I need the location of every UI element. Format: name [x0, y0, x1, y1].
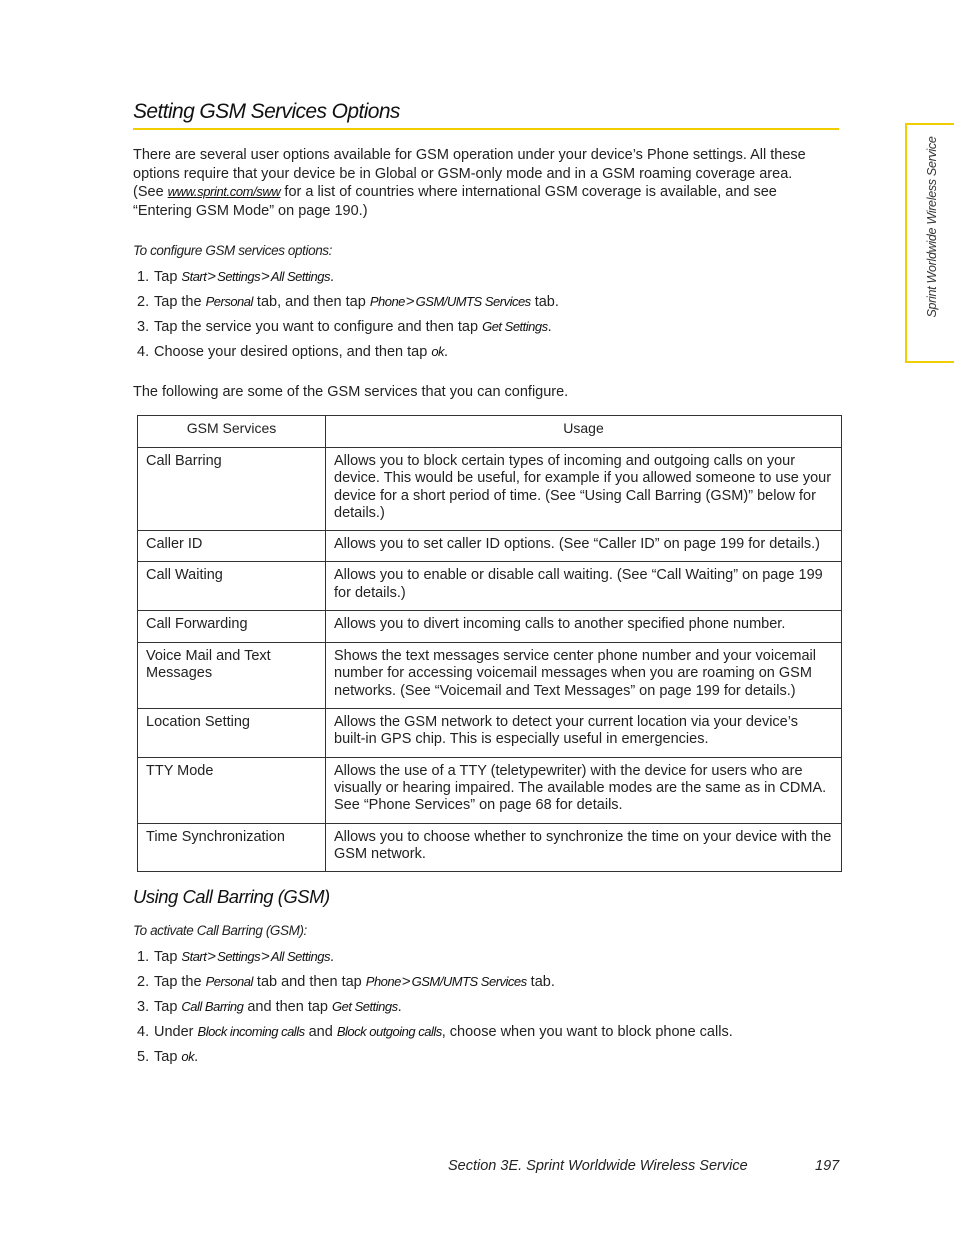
service-cell: Voice Mail and Text Messages — [138, 643, 326, 709]
configure-lead: To configure GSM services options: — [133, 243, 332, 258]
step-text: Tap the — [154, 294, 206, 310]
activate-step-2 — [137, 972, 733, 997]
configure-step-4 — [137, 342, 559, 367]
step-number: 3. — [137, 319, 150, 335]
ui-call-barring: Call Barring — [181, 999, 244, 1014]
table-row — [138, 757, 842, 823]
step-text: . — [194, 1049, 199, 1065]
step-text: Tap the service you want to configure and then tap — [154, 319, 483, 335]
side-section-tab — [905, 123, 954, 363]
service-cell: Call Forwarding — [138, 611, 326, 643]
table-header-row — [138, 416, 842, 448]
step-text: . — [397, 999, 402, 1015]
activate-steps — [137, 947, 733, 1072]
service-cell: Caller ID — [138, 531, 326, 562]
step-number: 5. — [137, 1049, 150, 1065]
intro-paragraph — [133, 146, 823, 220]
usage-cell: Allows you to divert incoming calls to another specified phone number. — [326, 611, 842, 643]
usage-cell: Allows the GSM network to detect your current location via your device’s built-in GPS chip. This is especially useful in emergencies. — [326, 708, 842, 757]
activate-step-4 — [137, 1022, 733, 1047]
step-number: 2. — [137, 974, 150, 990]
ui-ok: ok — [181, 1049, 195, 1064]
step-number: 2. — [137, 294, 150, 310]
step-text: Choose your desired options, and then tap — [154, 344, 432, 360]
ui-personal: Personal — [205, 974, 253, 989]
table-row — [138, 643, 842, 709]
separator-arrow: > — [207, 948, 217, 965]
step-text: Tap — [154, 1049, 182, 1065]
step-number: 3. — [137, 999, 150, 1015]
usage-cell: Allows you to enable or disable call waiting. (See “Call Waiting” on page 199 for details.) — [326, 562, 842, 611]
configure-step-1 — [137, 267, 559, 292]
activate-step-1 — [137, 947, 733, 972]
gsm-services-table — [137, 415, 842, 872]
ui-get-settings: Get Settings — [482, 319, 548, 334]
usage-cell: Shows the text messages service center phone number and your voicemail number for accessing voicemail messages when you are roaming on GSM networks. (See “Voicemail and Text Messages” on page 199 for details.) — [326, 643, 842, 709]
ui-gsm-umts-services: GSM/UMTS Services — [415, 294, 531, 309]
ui-get-settings: Get Settings — [332, 999, 398, 1014]
ui-block-incoming-calls: Block incoming calls — [197, 1024, 305, 1039]
activate-step-5 — [137, 1047, 733, 1072]
step-text: and — [304, 1024, 337, 1040]
activate-lead: To activate Call Barring (GSM): — [133, 923, 307, 938]
usage-cell: Allows you to set caller ID options. (See “Caller ID” on page 199 for details.) — [326, 531, 842, 562]
service-cell: TTY Mode — [138, 757, 326, 823]
step-text: . — [547, 319, 552, 335]
header-usage: Usage — [326, 416, 842, 448]
table-row — [138, 562, 842, 611]
usage-cell: Allows you to choose whether to synchronize the time on your device with the GSM network. — [326, 823, 842, 872]
configure-steps — [137, 267, 559, 367]
service-cell: Call Barring — [138, 448, 326, 531]
step-text: Tap — [154, 949, 182, 965]
step-text: . — [444, 344, 449, 360]
ui-settings: Settings — [217, 949, 261, 964]
ui-personal: Personal — [205, 294, 253, 309]
step-text: tab. — [526, 974, 555, 990]
section-title: Setting GSM Services Options — [133, 100, 839, 130]
separator-arrow: > — [261, 268, 270, 285]
service-cell: Time Synchronization — [138, 823, 326, 872]
step-text: tab and then tap — [252, 974, 366, 990]
separator-arrow: > — [401, 973, 411, 990]
configure-step-2 — [137, 292, 559, 317]
ui-phone: Phone — [365, 974, 401, 989]
step-number: 1. — [137, 949, 150, 965]
table-row — [138, 531, 842, 562]
step-number: 4. — [137, 1024, 150, 1040]
step-text: Tap the — [154, 974, 206, 990]
separator-arrow: > — [405, 293, 415, 310]
separator-arrow: > — [207, 268, 217, 285]
configure-step-3 — [137, 317, 559, 342]
separator-arrow: > — [261, 948, 270, 965]
step-text: and then tap — [243, 999, 333, 1015]
table-row — [138, 611, 842, 643]
service-cell: Location Setting — [138, 708, 326, 757]
ui-all-settings: All Settings — [270, 949, 330, 964]
intro-text-after-link: for a list of countries where international GSM coverage is available, and see “Entering GSM Mode” on page 190.) — [133, 184, 777, 219]
ui-start: Start — [181, 269, 207, 284]
table-row — [138, 708, 842, 757]
step-text: Tap — [154, 269, 182, 285]
step-text: . — [329, 269, 334, 285]
ui-settings: Settings — [217, 269, 261, 284]
side-tab-label: Sprint Worldwide Wireless Service — [925, 136, 939, 318]
footer-section-title: Section 3E. Sprint Worldwide Wireless Service — [448, 1158, 748, 1174]
step-number: 1. — [137, 269, 150, 285]
table-intro: The following are some of the GSM services that you can configure. — [133, 384, 569, 400]
step-text: tab, and then tap — [252, 294, 370, 310]
service-cell: Call Waiting — [138, 562, 326, 611]
intro-text-before-link: There are several user options available for GSM operation under your device’s Phone settings. All these options require that your device be in Global or GSM-only mode and in a GSM roaming coverage area. (See — [133, 147, 806, 200]
step-text: tab. — [530, 294, 559, 310]
step-text: Under — [154, 1024, 198, 1040]
step-text: . — [329, 949, 334, 965]
ui-start: Start — [181, 949, 207, 964]
ui-all-settings: All Settings — [270, 269, 330, 284]
ui-gsm-umts-services: GSM/UMTS Services — [411, 974, 527, 989]
table-row — [138, 823, 842, 872]
subsection-title: Using Call Barring (GSM) — [133, 886, 330, 907]
step-text: Tap — [154, 999, 182, 1015]
ui-block-outgoing-calls: Block outgoing calls — [336, 1024, 442, 1039]
step-text: , choose when you want to block phone calls. — [441, 1024, 733, 1040]
sprint-sww-link[interactable]: www.sprint.com/sww — [167, 184, 281, 199]
ui-phone: Phone — [369, 294, 405, 309]
table-row — [138, 448, 842, 531]
activate-step-3 — [137, 997, 733, 1022]
ui-ok: ok — [431, 344, 445, 359]
step-number: 4. — [137, 344, 150, 360]
usage-cell: Allows the use of a TTY (teletypewriter) with the device for users who are visually or hearing impaired. The available modes are the same as in CDMA. See “Phone Services” on page 68 for details. — [326, 757, 842, 823]
header-gsm-services: GSM Services — [138, 416, 326, 448]
page-number: 197 — [815, 1158, 840, 1174]
usage-cell: Allows you to block certain types of incoming and outgoing calls on your device. This would be useful, for example if you allowed someone to use your device for a short period of time. (See “Using Call Barring (GSM)” below for details.) — [326, 448, 842, 531]
